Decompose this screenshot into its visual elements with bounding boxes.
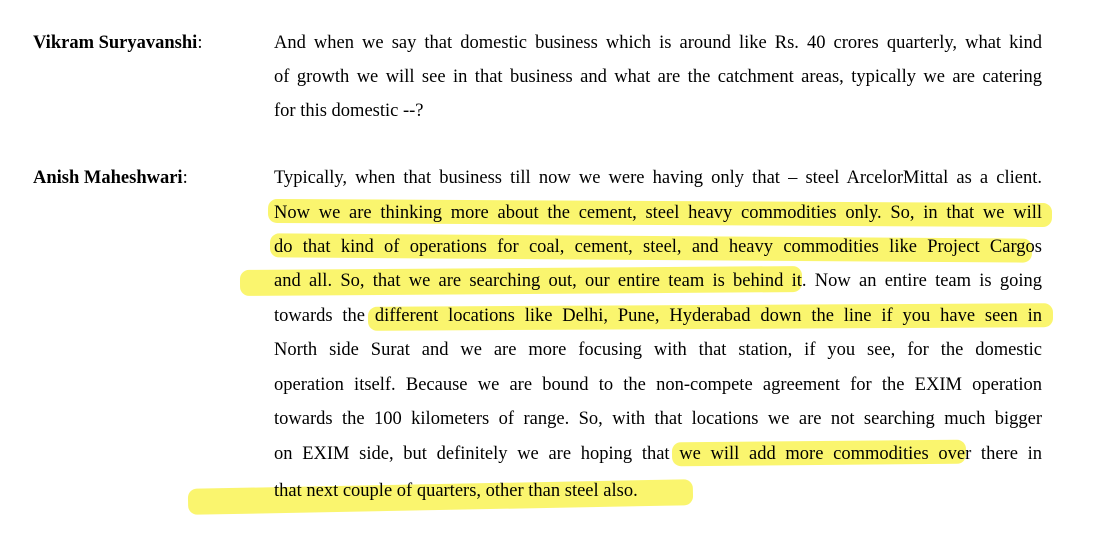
transcript-line: towards the different locations like Delhi, Pune, Hyderabad down the line if you have seen in [274, 306, 1042, 326]
transcript-line: for this domestic --? [274, 101, 424, 121]
transcript-line: of growth we will see in that business and what are the catchment areas, typically we are catering [274, 67, 1042, 87]
transcript-line: and all. So, that we are searching out, our entire team is behind it. Now an entire team is going [274, 271, 1042, 291]
transcript-line: on EXIM side, but definitely we are hoping that we will add more commodities over there in [274, 444, 1042, 464]
transcript-line: And when we say that domestic business which is around like Rs. 40 crores quarterly, what kind [274, 33, 1042, 53]
transcript-line: North side Surat and we are more focusing with that station, if you see, for the domestic [274, 340, 1042, 360]
speaker-name [33, 26, 202, 60]
speaker-colon: : [182, 168, 188, 188]
transcript-line: Typically, when that business till now we were having only that – steel ArcelorMittal as a client. [274, 168, 1042, 188]
speaker-name-text: Anish Maheshwari [33, 168, 183, 188]
speaker-name [33, 161, 188, 195]
transcript-line: do that kind of operations for coal, cement, steel, and heavy commodities like Project Cargos [274, 237, 1042, 257]
transcript-line: that next couple of quarters, other than steel also. [274, 481, 638, 501]
transcript-line: towards the 100 kilometers of range. So, with that locations we are not searching much bigger [274, 409, 1042, 429]
transcript-line: Now we are thinking more about the cement, steel heavy commodities only. So, in that we will [274, 203, 1042, 223]
speaker-colon: : [197, 33, 203, 53]
transcript-line: operation itself. Because we are bound to the non-compete agreement for the EXIM operation [274, 375, 1042, 395]
speaker-name-text: Vikram Suryavanshi [33, 33, 198, 53]
